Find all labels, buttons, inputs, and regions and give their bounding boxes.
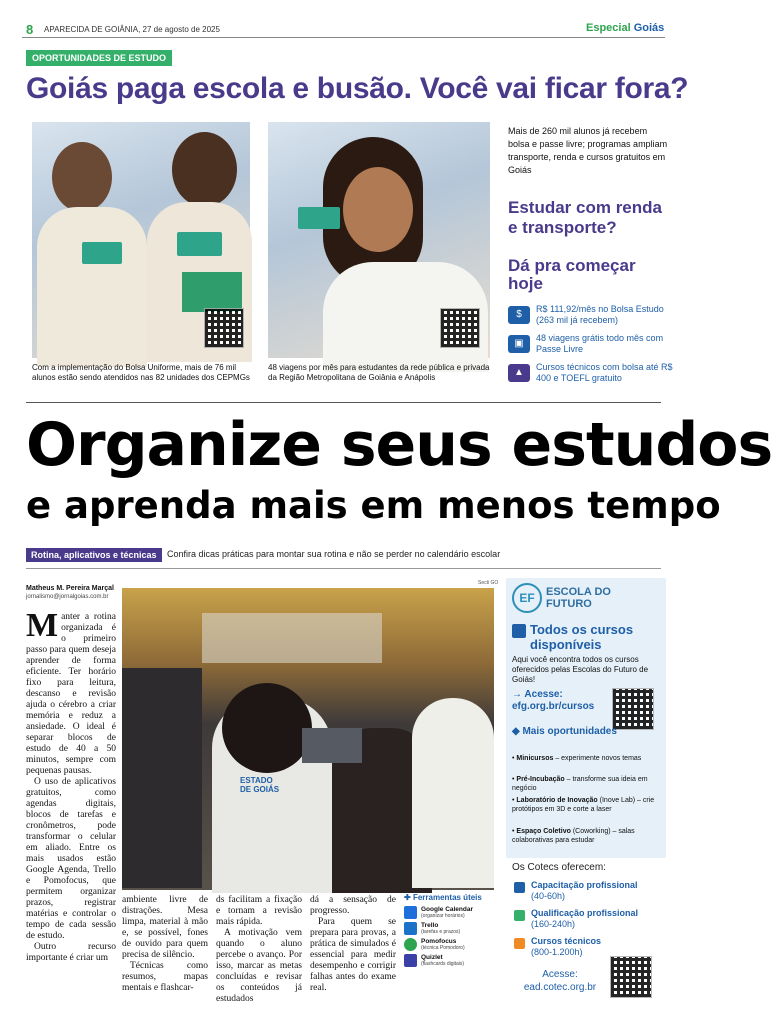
col1-para-b: O uso de aplicativos gratuitos, como agendas digitais, blocos de tarefas e cronômetros, pode transformar o celular em aliado. Entre os mais usados estão Google Agenda, Trello e Pomofocus, que permitem organizar prazos, registrar matérias e controlar o tempo de cada sessão de estudo. [26,777,116,941]
special-logo [586,22,664,34]
drop-cap: M [26,607,59,644]
main-title-line-1: Organize seus estudos [26,410,772,480]
bullet-text: 48 viagens grátis todo mês com Passe Livre [536,333,664,354]
access-label: → Acesse: [512,689,563,700]
cotec-access-label: Acesse: [542,969,578,980]
side-heading-2: Dá pra começar hoje [508,256,636,293]
opportunity-item: • Minicursos – experimente novos temas [512,755,642,762]
main-title-line-2: e aprenda mais em menos tempo [26,484,721,527]
cotecs-heading: Os Cotecs oferecem: [512,862,606,873]
qr-code-cotec[interactable] [610,956,652,998]
qr-code-2[interactable] [440,308,480,348]
cotec-item [514,880,664,902]
caption-1: Com a implementação do Bolsa Uniforme, mais de 76 mil alunos estão sendo atendidos nas 82 unidades dos CEPMGs [32,363,250,382]
square-icon [514,882,525,893]
item-title: Pré-Incubação [516,776,565,783]
book-icon [512,624,526,638]
dateline: APARECIDA DE GOIÂNIA, 27 de agosto de 2025 [44,25,220,34]
timer-icon [404,938,417,951]
bullet-course [508,362,678,384]
brand-label: Goiás [633,22,665,34]
cotec-item [514,936,664,958]
square-icon [514,938,525,949]
item-text: – experimente novos temas [555,755,642,762]
item-title: Espaço Coletivo [516,828,571,835]
item-title: Laboratório de Inovação [516,797,598,804]
col4-para-a: dá a sensação de progresso. [310,895,396,916]
subtitle-divider [26,568,661,569]
col3-para-a: ds facilitam a fixação e tornam a revisão mais rápida. [216,895,302,927]
col2-para-b: Técnicas como resumos, mapas mentais e flashcar- [122,961,208,993]
quizlet-icon [404,954,417,967]
bullet-bus [508,333,678,355]
cotec-title: Capacitação profissional [531,880,638,890]
tool-name: Google Calendar [421,906,474,913]
cotec-access-url[interactable]: ead.cotec.org.br [523,982,597,993]
column-3 [216,895,302,1005]
item-text: (Coworking) – salas colaborativas para estudar [512,828,635,844]
classroom-photo [122,588,494,890]
tool-name: Quizlet [421,954,443,961]
section-divider [26,402,661,403]
tools-heading-text: Ferramentas úteis [412,893,482,902]
bullet-text: Cursos técnicos com bolsa até R$ 400 e TOEFL gratuito [536,362,673,383]
col1-para-a: anter a rotina organizada é o primeiro passo para quem deseja aprender de forma eficiente. Ter horário fixo para leitura, descanso e revisão ajuda o cérebro a criar memória e reduz a ansiedade. O ideal é separar blocos de estudo de 40 a 50 minutos, sempre com pequenas pausas. [26,612,116,776]
qr-code-1[interactable] [204,308,244,348]
special-label: Especial [586,22,631,34]
author-email: jornalismo@jornalgoias.com.br [26,594,109,600]
students-photo-1 [32,122,250,358]
intro-text: Mais de 260 mil alunos já recebem bolsa e passe livre; programas ampliam transporte, renda e cursos gratuitos em Goiás [508,126,668,175]
main-subtitle: Confira dicas práticas para montar sua rotina e não se perder no calendário escolar [167,549,501,559]
tool-desc: (tarefas e prazos) [421,929,461,935]
photo-credit: Secti GO [478,580,499,586]
opportunity-item: • Laboratório de Inovação (Inove Lab) – crie protótipos em 3D e corte a laser [512,797,655,813]
main-tag: Rotina, aplicativos e técnicas [26,548,162,562]
cotec-title: Qualificação profissional [531,908,639,918]
col4-para-b: Para quem se prepara para provas, a prática de simulados é essencial para medir desempenho e corrigir falhas antes do exame real. [310,917,396,993]
sidebar-access [512,689,594,713]
opportunity-item: • Espaço Coletivo (Coworking) – salas colaborativas para estudar [512,828,635,844]
cotec-range: (800-1.200h) [531,947,583,957]
cotec-range: (40-60h) [531,891,566,901]
qr-code-efg[interactable] [612,688,654,730]
bullet-money [508,304,678,326]
section-tag: OPORTUNIDADES DE ESTUDO [26,50,172,66]
top-headline: Goiás paga escola e busão. Você vai ficar fora? [26,72,689,105]
more-opportunities-heading: ◆ Mais oportunidades [512,726,617,737]
tools-heading: ✚ Ferramentas úteis [404,893,482,902]
col3-para-b: A motivação vem quando o aluno percebe o avanço. Por isso, marcar as metas concluídas e revisar os conteúdos já estudados [216,928,302,1004]
square-icon [514,910,525,921]
item-text: – transforme sua ideia em negócio [512,776,648,792]
cotec-item [514,908,664,930]
tool-quizlet [404,954,500,967]
cotec-range: (160-240h) [531,919,576,929]
col1-para-c: Outro recurso importante é criar um [26,942,116,963]
tool-google-calendar [404,906,500,919]
logo-line-2: FUTURO [546,598,592,610]
tool-name: Pomofocus [421,938,457,945]
sidebar-paragraph: Aqui você encontra todos os cursos oferecidos pelas Escolas do Futuro de Goiás! [512,655,649,684]
tool-name: Trello [421,922,439,929]
trello-icon [404,922,417,935]
sidebar-heading: Todos os cursos disponíveis [530,622,634,652]
item-text: (Inove Lab) – crie protótipos em 3D e corte a laser [512,797,655,813]
column-2 [122,895,208,994]
tool-desc: (flashcards digitais) [421,961,465,967]
bus-icon: ▣ [508,335,530,353]
tool-pomofocus [404,938,500,951]
calendar-icon [404,906,417,919]
access-url[interactable]: efg.org.br/cursos [512,701,595,712]
money-icon: $ [508,306,530,324]
escola-futuro-logo-icon: EF [512,583,542,613]
caption-2: 48 viagens por mês para estudantes da rede pública e privada da Região Metropolitana de Goiânia e Anápolis [268,363,490,382]
col2-para-a: ambiente livre de distrações. Mesa limpa, material à mão e, se possível, fones de ouvido para quem precisa de silêncio. [122,895,208,960]
student-photo-2 [268,122,490,358]
header-divider [22,37,665,38]
tools-box [404,893,500,970]
tool-desc: (técnica Pomodoro) [421,945,465,951]
column-4 [310,895,396,994]
author-name: Matheus M. Pereira Marçal [26,585,114,592]
graduation-cap-icon: ▲ [508,364,530,382]
cotec-title: Cursos técnicos [531,936,602,946]
page-number: 8 [26,22,34,37]
column-1 [26,607,116,964]
photo-shirt-logo: ESTADO DE GOIÁS [240,776,280,794]
logo-line-1: ESCOLA DO [546,586,611,598]
cotec-access [515,968,605,994]
side-heading: Estudar com renda e transporte? [508,198,662,237]
opportunity-item: • Pré-Incubação – transforme sua ideia em negócio [512,776,648,792]
bullet-text: R$ 111,92/mês no Bolsa Estudo (263 mil já recebem) [536,304,664,325]
escola-futuro-logo-text [546,586,611,610]
tool-desc: (organizar horários) [421,913,465,919]
item-title: Minicursos [516,755,554,762]
tool-trello [404,922,500,935]
